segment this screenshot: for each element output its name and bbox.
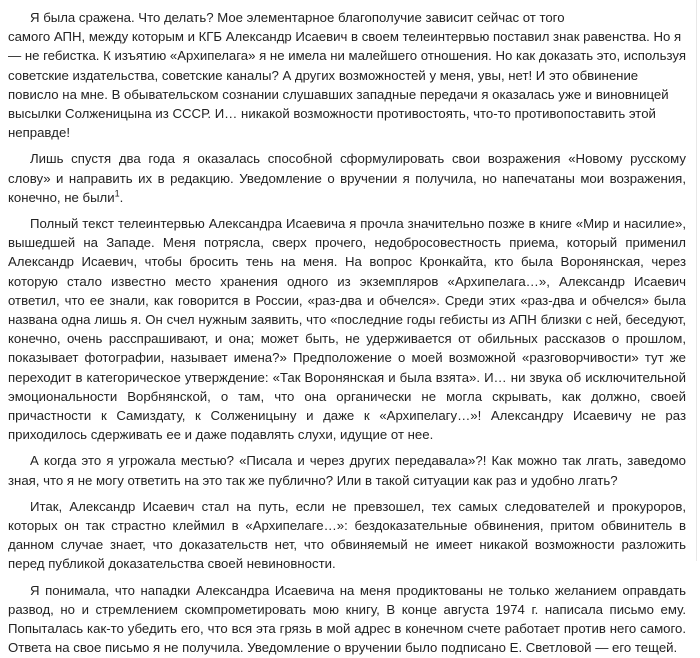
paragraph-2	[8, 149, 686, 207]
paragraph-6: Я понимала, что нападки Александра Исаевича на меня продиктованы не только желанием оправдать развод, но и стремлением скомпрометировать мою книгу, В конце августа 1974 г. написала письмо ему. Попыталась как-то убедить его, что вся эта грязь в мой адрес в конечном счете работает против него самого. Ответа на свое письмо я не получила. Уведомление о вручении было подписано Е. Светловой — его тещей.	[8, 582, 686, 656]
paragraph-5: Итак, Александр Исаевич стал на путь, если не превзошел, тех самых следователей и прокуроров, которых он так страстно клеймил в «Архипелаге…»: бездоказательные обвинения, притом обвинитель в данном случае знает, что доказательств нет, что обвиняемый не имеет никакой возможности разложить перед публикой доказательства своей невиновности.	[8, 498, 686, 572]
footnote-link[interactable]: 1	[114, 188, 120, 199]
paragraph-4: А когда это я угрожала местью? «Писала и через других передавала»?! Как можно так лгать, заведомо зная, что я не могу ответить на это так же публично? Или в такой ситуации как раз и удобно лгать?	[8, 453, 686, 488]
paragraph-1-line1: Я была сражена. Что делать? Мое элементарное благополучие зависит сейчас от того	[30, 10, 565, 25]
paragraph-3: Полный текст телеинтервью Александра Исаевича я прочла значительно позже в книге «Мир и насилие», вышедшей на Западе. Меня потрясла, сверх прочего, недобросовестность приема, который применил Александр Исаевич, чтобы бросить тень на меня. На вопрос Кронкайта, кто была Воронянская, через которую стало известно место хранения одного из экземпляров «Архипелага…», Александр Исаевич ответил, что ее знали, как говорится в России, «раз-два и обчелся». Среди этих «раз-два и обчелся» была названа одна лишь я. Он счел нужным заявить, что «последние годы гебисты из АПН близки с ней, беседуют, конечно, очень расспрашивают, и она; может быть, не удерживается от обильных рассказов о прошлом, показывает фотографии, называет имена?» Предположение о моей возможной «разговорчивости» тут же переходит в категорическое утверждение: «Так Воронянская и была взята». И… ни звука об исключительной эмоциональности Ворбнянской, о там, что она органически не могла скрывать, как должно, своей причастности к Самиздату, к Солженицыну и даже к «Архипелагу…»! Александру Исаевичу не раз приходилось сдерживать ее и даже подавлять слухи, идущие от нее.	[8, 216, 686, 443]
paragraph-1	[8, 8, 686, 142]
paragraph-2-tail: .	[119, 189, 124, 205]
paragraph-1-text: самого АПН, между которым и КГБ Александр Исаевич в своем телеинтервью поставил знак равенства. Но я — не гебистка. К изъятию «Архипелага» я не имела ни малейшего отношения. Но как доказать это, используя советские издательства, советские каналы? А других возможностей у меня, увы, нет! И это обвинение повисло на мне. В обывательском сознании слушавших западные передачи я оказалась уже и виновницей высылки Солженицына из СССР. И… никакой возможности противостоять, что-то противопоставить этой неправде!	[8, 29, 686, 141]
paragraph-2-text: Лишь спустя два года я оказалась способной сформулировать свои возражения «Новому русскому слову» и направить их в редакцию. Уведомление о вручении я получила, но напечатаны мои возражения, конечно, не были	[8, 151, 686, 205]
